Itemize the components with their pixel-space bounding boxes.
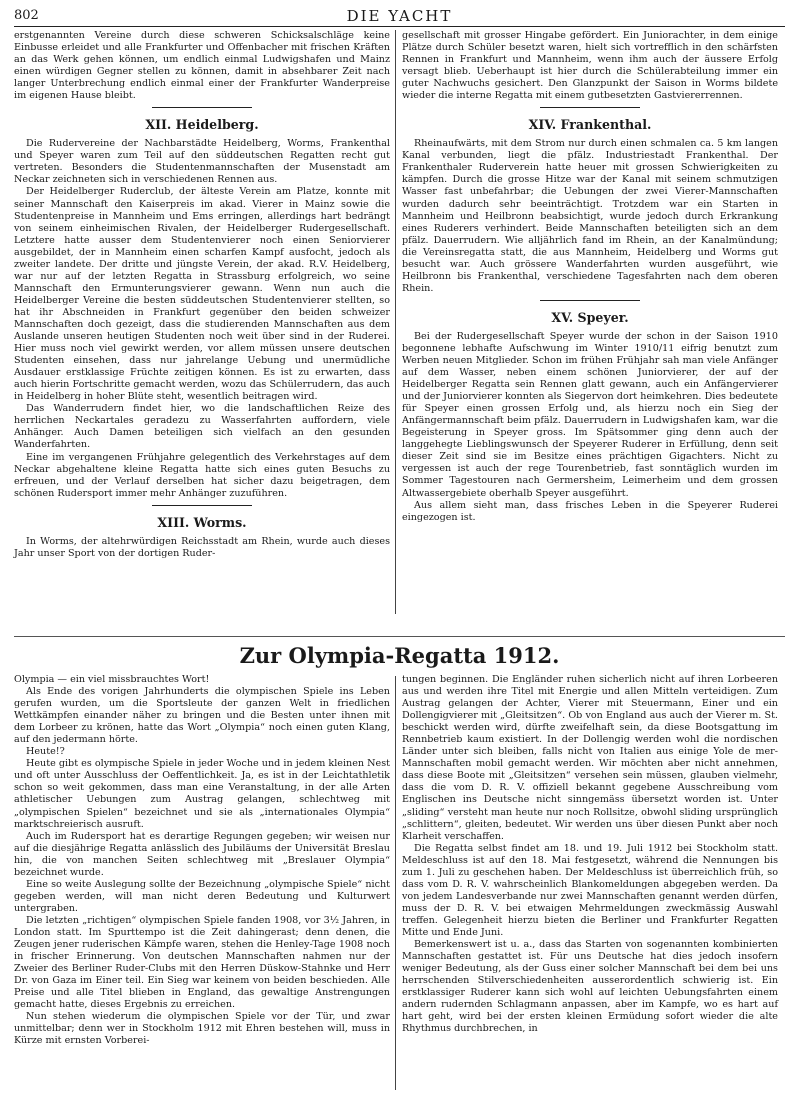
- bottom-column-left: [14, 674, 390, 1092]
- paragraph: Die Rudervereine der Nachbarstädte Heidelberg, Worms, Frankenthal und Speyer waren zum Teil auf den süddeutschen Regatten recht gut vertreten. Besonders die Studentenmannschaften der Musenstadt am Neckar zeichneten sich in verschiedenen Rennen aus.: [14, 138, 390, 186]
- paragraph: Bemerkenswert ist u. a., dass das Starten von sogenannten kombinierten Mannschaften gestattet ist. Für uns Deutsche hat dies jedoch insofern weniger Bedeutung, als der Guss einer solcher Mannschaft bei dem bei uns herrschenden Stilverschiedenheiten ausserordentlich schwierig ist. Ein erstklassiger Ruderer kann sich wohl auf leichten Uebungsfahrten einem andern rudernden Schlagmann anpassen, aber im Kampfe, wo es hart auf hart geht, wird bei der ersten kleinen Ermüdung sofort wieder die alte Rhythmus durchbrechen, in: [402, 939, 778, 1035]
- page-header: [14, 6, 785, 26]
- paragraph: Die letzten „richtigen“ olympischen Spiele fanden 1908, vor 3½ Jahren, in London statt. Im Spurttempo ist die Zeit dahingerast; denn denen, die Zeugen jener ruderischen Kämpfe waren, stehen die Henley-Tage 1908 noch in frischer Erinnerung. Von deutschen Mannschaften nahmen nur der Zweier des Berliner Ruder-Clubs mit den Herren Düskow-Stahnke und Herr Dr. von Gaza im Einer teil. Ein Sieg war keinem von beiden beschieden. Alle Preise und alle Titel blieben in England, das gewaltige Anstrengungen gemacht hatte, dieses Ergebnis zu erreichen.: [14, 914, 390, 1011]
- section-rule: [152, 107, 252, 108]
- section-heading: XV. Speyer.: [551, 309, 629, 325]
- paragraph: In Worms, der altehrwürdigen Reichsstadt am Rhein, wurde auch dieses Jahr unser Sport von der dortigen Ruder-: [14, 535, 390, 559]
- paragraph: Der Heidelberger Ruderclub, der älteste Verein am Platze, konnte mit seiner Mannschaft den Kaiserpreis im akad. Vierer in Mainz sowie die Studentenpreise in Mannheim und Ems erringen, allerdings hart bedrängt von seinem einheimischen Rivalen, der Heidelberger Rudergesellschaft. Letztere hatte ausser dem Studentenvierer noch einen Seniorvierer ausgebildet, der in Mannheim einen scharfen Kampf ausfocht, jedoch als zweiter landete. Der dritte und jüngste Verein, der akad. R.V. Heidelberg, war nur auf der letzten Regatta in Strassburg erfolgreich, wo seine Mannschaft den Ermunterungsvierer gewann. Wenn nun auch die Heidelberger Vereine die besten süddeutschen Studentenvierer stellten, so hat ihr Abschneiden in Frankfurt gegenüber den beiden schweizer Mannschaften doch gezeigt, dass die studierenden Mannschaften aus dem Auslande unseren heutigen Studenten noch weit über sind in der Ruderei. Hier muss noch viel gewirkt werden, vor allem müssen unsere deutschen Studenten einsehen, dass nur jahrelange Uebung und unermüdliche Ausdauer erstklassige Früchte zeitigen können. Es ist zu erwarten, dass auch hierin Fortschritte gemacht werden, wozu das Schülerrudern, das auch in Heidelberg in hoher Blüte steht, wesentlich beitragen wird.: [14, 186, 390, 403]
- paragraph: Eine im vergangenen Frühjahre gelegentlich des Verkehrstages auf dem Neckar abgehaltene kleine Regatta hatte sich eines guten Besuchs zu erfreuen, und der Verlauf derselben hat sicher dazu beigetragen, dem schönen Rudersport immer mehr Anhänger zuzuführen.: [14, 451, 390, 499]
- paragraph: Heute!?: [26, 746, 65, 758]
- paragraph: Nun stehen wiederum die olympischen Spiele vor der Tür, und zwar unmittelbar; denn wer in Stockholm 1912 mit Ehren bestehen will, muss in Kürze mit ernsten Vorberei-: [14, 1011, 390, 1047]
- title-rule: [14, 636, 785, 637]
- paragraph: Aus allem sieht man, dass frisches Leben in die Speyerer Ruderei eingezogen ist.: [402, 499, 778, 523]
- bottom-column-right: [402, 674, 778, 1092]
- paragraph: Heute gibt es olympische Spiele in jeder Woche und in jedem kleinen Nest und oft unter Ausschluss der Oeffentlichkeit. Ja, es ist in der Leichtathletik schon so weit gekommen, dass man eine Veranstaltung, in der alle Arten athletischer Uebungen zum Austrag gelangen, schlechtweg mit „olympischen Spielen“ bezeichnet und sie als „internationales Olympia“ marktschreierisch ausruft.: [14, 758, 390, 830]
- paragraph: gesellschaft mit grosser Hingabe gefördert. Ein Juniorachter, in dem einige Plätze durch Schüler besetzt waren, hielt sich vortrefflich in den schärfsten Rennen in Frankfurt und Mannheim, wenn ihm auch der äussere Erfolg versagt blieb. Ueberhaupt ist hier durch die Schülerabteilung immer ein guter Nachwuchs gesichert. Den Glanzpunkt der Saison in Worms bildete wieder die interne Regatta mit einem gutbesetzten Gastviererrennen.: [402, 30, 778, 102]
- header-rule: [14, 26, 785, 27]
- article-title: Zur Olympia-Regatta 1912.: [239, 643, 560, 668]
- paragraph: Als Ende des vorigen Jahrhunderts die olympischen Spiele ins Leben gerufen wurden, um die Sportsleute der ganzen Welt in friedlichen Wettkämpfen einander näher zu bringen und die Besten unter ihnen mit dem Lorbeer zu krönen, hatte das Wort „Olympia“ noch einen guten Klang, auf den jedermann hörte.: [14, 686, 390, 746]
- page-number: 802: [14, 8, 39, 23]
- paragraph: Auch im Rudersport hat es derartige Regungen gegeben; wir weisen nur auf die diesjährige Regatta anlässlich des Jubiläums der Universität Breslau hin, die von manchen Seiten schlechtweg mit „Breslauer Olympia“ bezeichnet wurde.: [14, 830, 390, 878]
- paragraph: Eine so weite Auslegung sollte der Bezeichnung „olympische Spiele“ nicht gegeben werden, will man nicht deren Bedeutung und Kulturwert untergraben.: [14, 878, 390, 914]
- paragraph: Die Regatta selbst findet am 18. und 19. Juli 1912 bei Stockholm statt. Meldeschluss ist auf den 18. Mai festgesetzt, während die Nennungen bis zum 1. Juli zu geschehen haben. Der Meldeschluss ist überreichlich früh, so dass vom D. R. V. wahrscheinlich Blankomeldungen abgegeben werden. Da von jedem Landesverbande nur zwei Mannschaften genannt werden dürfen, muss der D. R. V. bei etwaigen Mehrmeldungen zweckmässig Auswahl treffen. Gelegenheit hierzu bieten die Berliner und Frankfurter Regatten Mitte und Ende Juni.: [402, 842, 778, 938]
- top-column-right: [402, 30, 778, 616]
- top-column-left: [14, 30, 390, 616]
- column-rule: [395, 30, 396, 614]
- column-rule: [395, 676, 396, 1090]
- section-rule: [540, 107, 640, 108]
- paragraph: Olympia — ein viel missbrauchtes Wort!: [14, 674, 210, 685]
- running-title: DIE YACHT: [346, 7, 453, 25]
- paragraph: erstgenannten Vereine durch diese schweren Schicksalschläge keine Einbusse erleidet und alle Frankfurter und Offenbacher mit frischen Kräften an das Werk gehen können, um endlich einmal Ludwigshafen und Mainz einen würdigen Gegner stellen zu können, damit in absehbarer Zeit nach langer Unterbrechung endlich einmal einer der Frankfurter Wanderpreise im eigenen Hause bleibt.: [14, 30, 390, 102]
- paragraph: Das Wanderrudern findet hier, wo die landschaftlichen Reize des herrlichen Neckartales geradezu zu Wasserfahrten auffordern, viele Anhänger. Auch Damen beteiligen sich vielfach an den gesunden Wanderfahrten.: [14, 403, 390, 451]
- section-heading: XIV. Frankenthal.: [528, 117, 652, 133]
- paragraph: Bei der Rudergesellschaft Speyer wurde der schon in der Saison 1910 begonnene lebhafte Aufschwung im Winter 1910/11 eifrig benutzt zum Werben neuen Mitglieder. Schon im frühen Frühjahr sah man viele Anfänger auf dem Wasser, neben einem schönen Juniorvierer, der auf der Heidelberger Regatta sein Rennen glatt gewann, auch ein Anfängervierer und der Juniorvierer konnten als Siegervon dort heimkehren. Dies bedeutete für Speyer einen grossen Erfolg und, als hierzu noch ein Sieg der Anfängermannschaft beim pfälz. Dauerrudern in Ludwigshafen kam, war die Begeisterung in Speyer gross. Im Spätsommer ging denn auch der langgehegte Lieblingswunsch der Speyerer Ruderer in Erfüllung, denn seit dieser Zeit sind sie im Besitze eines prächtigen Gigachters. Nicht zu vergessen ist auch der rege Tourenbetrieb, fast sonntäglich wurden im Sommer Tagestouren nach Germersheim, Leimerheim und dem grossen Altwassergebiete oberhalb Speyer ausgeführt.: [402, 330, 778, 499]
- section-rule: [540, 300, 640, 301]
- paragraph: Rheinaufwärts, mit dem Strom nur durch einen schmalen ca. 5 km langen Kanal verbunden, liegt die pfälz. Industriestadt Frankenthal. Der Frankenthaler Ruderverein hatte heuer mit grossen Schwierigkeiten zu kämpfen. Durch die grosse Hitze war der Kanal mit seinem schmutzigen Wasser fast unbefahrbar; die Uebungen der zwei Vierer-Mannschaften wurden dadurch sehr beeinträchtigt. Trotzdem war ein Starten in Mannheim und Heilbronn beabsichtigt, wurde jedoch durch Erkrankung eines Ruderers verhindert. Beide Mannschaften beteiligten sich an dem pfälz. Dauerrudern. Wie alljährlich fand im Rhein, an der Kanalmündung; die Vereinsregatta statt, die aus Mannheim, Heidelberg und Worms gut besucht war. Auch grössere Wanderfahrten wurden ausgeführt, wie Heilbronn bis Frankenthal, verschiedene Tagesfahrten nach dem oberen Rhein.: [402, 138, 778, 294]
- section-heading: XIII. Worms.: [157, 514, 247, 530]
- section-rule: [152, 505, 252, 506]
- paragraph: tungen beginnen. Die Engländer ruhen sicherlich nicht auf ihren Lorbeeren aus und werden ihre Titel mit Energie und allen Mitteln verteidigen. Zum Austrag gelangen der Achter, Vierer mit Steuermann, Einer und ein Dollengigvierer mit „Gleitsitzen“. Ob von England aus auch der Vierer m. St. beschickt werden wird, dürfte zweifelhaft sein, da diese Bootsgattung im Rennbetrieb kaum existiert. In der Dollengig werden wohl die nordischen Länder unter sich bleiben, falls nicht von Italien aus einige Yole de mer-Mannschaften mobil gemacht werden. Wir möchten aber nicht annehmen, dass diese Boote mit „Gleitsitzen“ versehen sein müssen, glauben vielmehr, dass die vom D. R. V. offiziell bekannt gegebene Ausschreibung vom Englischen ins Deutsche nicht sinngemäss übersetzt worden ist. Unter „sliding“ versteht man heute nur noch Rollsitze, obwohl sliding ursprünglich „schlittern“, gleiten, bedeutet. Wir werden uns über diesen Punkt aber noch Klarheit verschaffen.: [402, 674, 778, 842]
- section-heading: XII. Heidelberg.: [145, 117, 259, 133]
